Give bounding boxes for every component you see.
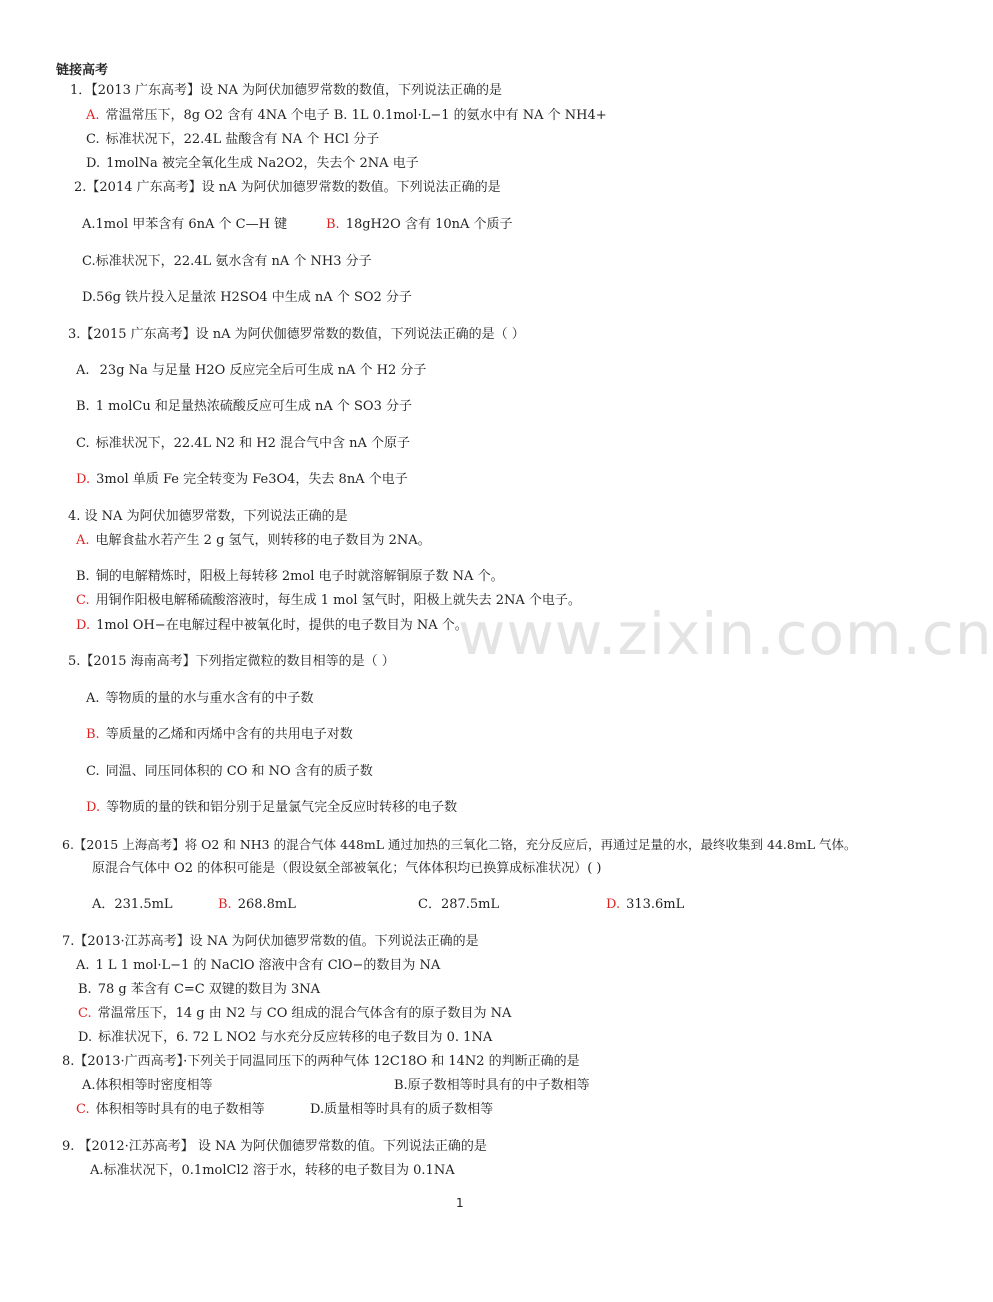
q5-stem: 5.【2015 海南高考】下列指定微粒的数目相等的是（ ）: [68, 654, 395, 669]
q1-option-c: C. 标准状况下，22.4L 盐酸含有 NA 个 HCl 分子: [86, 132, 380, 147]
q4-option-c: C. 用铜作阳极电解稀硫酸溶液时，每生成 1 mol 氢气时，阳极上就失去 2NA 个电子。: [76, 593, 581, 608]
q4-stem: 4. 设 NA 为阿伏加德罗常数，下列说法正确的是: [68, 509, 348, 524]
q5-option-a: A. 等物质的量的水与重水含有的中子数: [86, 691, 314, 706]
q1-stem: 1．【2013 广东高考】设 NA 为阿伏加德罗常数的数值，下列说法正确的是: [70, 83, 503, 98]
q7-option-b: B. 78 g 苯含有 C=C 双键的数目为 3NA: [78, 982, 321, 997]
page-number: 1: [456, 1196, 464, 1210]
q1-option-ab: A. 常温常压下，8g O2 含有 4NA 个电子 B. 1L 0.1mol·L−1 的氨水中有 NA 个 NH4+: [86, 108, 607, 123]
q8-option-a: A.体积相等时密度相等: [82, 1078, 213, 1093]
q6-option-c: C．287.5mL: [418, 897, 500, 912]
q3-option-c: C. 标准状况下，22.4L N2 和 H2 混合气中含 nA 个原子: [76, 436, 411, 451]
q9-option-a: A.标准状况下，0.1molCl2 溶于水，转移的电子数目为 0.1NA: [90, 1163, 455, 1178]
q7-option-a: A. 1 L 1 mol·L−1 的 NaClO 溶液中含有 ClO−的数目为 NA: [76, 958, 441, 973]
q4-option-b: B. 铜的电解精炼时，阳极上每转移 2mol 电子时就溶解铜原子数 NA 个。: [76, 569, 504, 584]
q6-option-d: D. 313.6mL: [606, 897, 685, 912]
q3-option-d: D. 3mol 单质 Fe 完全转变为 Fe3O4，失去 8nA 个电子: [76, 472, 408, 487]
q5-option-c: C. 同温、同压同体积的 CO 和 NO 含有的质子数: [86, 764, 373, 779]
q7-option-d: D. 标准状况下，6. 72 L NO2 与水充分反应转移的电子数目为 0. 1NA: [78, 1030, 493, 1045]
q7-option-c: C. 常温常压下，14 g 由 N2 与 CO 组成的混合气体含有的原子数目为 NA: [78, 1006, 512, 1021]
q2-option-b: B. 18gH2O 含有 10nA 个质子: [326, 217, 513, 232]
watermark: www.zixin.com.cn: [458, 600, 993, 668]
q3-stem: 3.【2015 广东高考】设 nA 为阿伏伽德罗常数的数值，下列说法正确的是（ ）: [68, 327, 525, 342]
q2-option-c: C.标准状况下，22.4L 氨水含有 nA 个 NH3 分子: [82, 254, 372, 269]
q6-stem-line1: 6.【2015 上海高考】将 O2 和 NH3 的混合气体 448mL 通过加热的三氧化二铬，充分反应后，再通过足量的水，最终收集到 44.8mL 气体。: [62, 837, 857, 852]
q4-option-a: A. 电解食盐水若产生 2 g 氢气，则转移的电子数目为 2NA。: [76, 533, 431, 548]
q2-stem: 2.【2014 广东高考】设 nA 为阿伏加德罗常数的数值。下列说法正确的是: [74, 180, 501, 195]
q1-option-d: D. 1molNa 被完全氧化生成 Na2O2，失去个 2NA 电子: [86, 156, 419, 171]
q8-option-c: C. 体积相等时具有的电子数相等: [76, 1102, 265, 1117]
q6-stem-line2: 原混合气体中 O2 的体积可能是（假设氨全部被氧化；气体体积均已换算成标准状况）( ): [92, 861, 602, 876]
q9-stem: 9. 【2012·江苏高考】 设 NA 为阿伏伽德罗常数的值。下列说法正确的是: [62, 1139, 487, 1154]
q3-option-b: B. 1 molCu 和足量热浓硫酸反应可生成 nA 个 SO3 分子: [76, 399, 412, 414]
q5-option-b: B. 等质量的乙烯和丙烯中含有的共用电子对数: [86, 727, 353, 742]
q6-option-a: A．231.5mL: [92, 897, 173, 912]
page-title: 链接高考: [56, 63, 109, 78]
q3-option-a: A. 23g Na 与足量 H2O 反应完全后可生成 nA 个 H2 分子: [76, 363, 427, 378]
q2-option-d: D.56g 铁片投入足量浓 H2SO4 中生成 nA 个 SO2 分子: [82, 290, 412, 305]
q4-option-d: D. 1mol OH−在电解过程中被氧化时，提供的电子数目为 NA 个。: [76, 618, 468, 633]
q2-option-a: A.1mol 甲苯含有 6nA 个 C—H 键: [82, 217, 288, 232]
q6-option-b: B. 268.8mL: [218, 897, 296, 912]
q7-stem: 7.【2013·江苏高考】设 NA 为阿伏加德罗常数的值。下列说法正确的是: [62, 934, 479, 949]
q8-option-d: D.质量相等时具有的质子数相等: [310, 1102, 494, 1117]
q8-stem: 8.【2013·广西高考】·下列关于同温同压下的两种气体 12C18O 和 14N2 的判断正确的是: [62, 1054, 580, 1069]
q8-option-b: B.原子数相等时具有的中子数相等: [394, 1078, 590, 1093]
q5-option-d: D. 等物质的量的铁和铝分别于足量氯气完全反应时转移的电子数: [86, 800, 458, 815]
